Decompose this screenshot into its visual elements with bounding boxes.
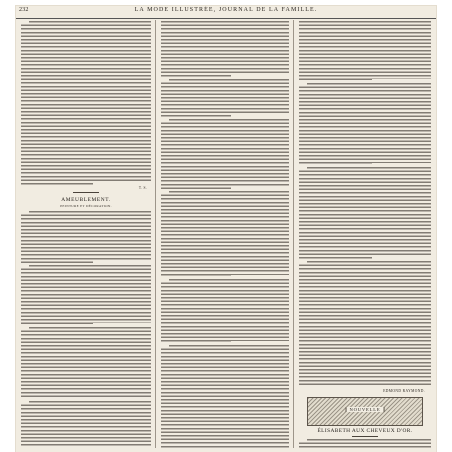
running-head: LA MODE ILLUSTRÉE, JOURNAL DE LA FAMILLE. bbox=[134, 7, 318, 13]
section-subtitle: PEINTURE ET DÉCORATION. bbox=[60, 204, 112, 208]
vignette-label: NOUVELLE bbox=[346, 407, 385, 412]
paragraph bbox=[21, 265, 151, 325]
paragraph bbox=[21, 211, 151, 263]
paragraph bbox=[21, 327, 151, 399]
newspaper-page bbox=[16, 6, 436, 452]
paragraph bbox=[161, 191, 289, 277]
paragraph bbox=[299, 167, 431, 259]
paragraph bbox=[299, 439, 431, 448]
section-title: AMEUBLEMENT. bbox=[61, 197, 111, 203]
paragraph bbox=[161, 21, 289, 77]
column-middle bbox=[161, 21, 289, 448]
section-divider bbox=[73, 192, 99, 193]
paragraph bbox=[299, 261, 431, 387]
story-title: ÉLISABETH AUX CHEVEUX D'OR. bbox=[317, 428, 413, 434]
paragraph bbox=[299, 21, 431, 81]
paragraph bbox=[21, 21, 151, 185]
paragraph bbox=[161, 279, 289, 343]
nouvelle-vignette-image bbox=[307, 397, 423, 426]
column-rule bbox=[155, 20, 156, 448]
column-right bbox=[299, 21, 431, 448]
column-rule bbox=[293, 20, 294, 448]
page-number: 232 bbox=[19, 7, 29, 13]
column-left bbox=[21, 21, 151, 448]
page-header bbox=[16, 6, 436, 19]
section-divider bbox=[352, 436, 378, 437]
paragraph bbox=[21, 401, 151, 448]
paragraph bbox=[299, 83, 431, 165]
paragraph bbox=[161, 345, 289, 448]
paragraph bbox=[161, 79, 289, 117]
author-signature: EDMOND RAYMOND. bbox=[383, 389, 425, 393]
signature: T. S. bbox=[138, 186, 147, 190]
paragraph bbox=[161, 119, 289, 189]
